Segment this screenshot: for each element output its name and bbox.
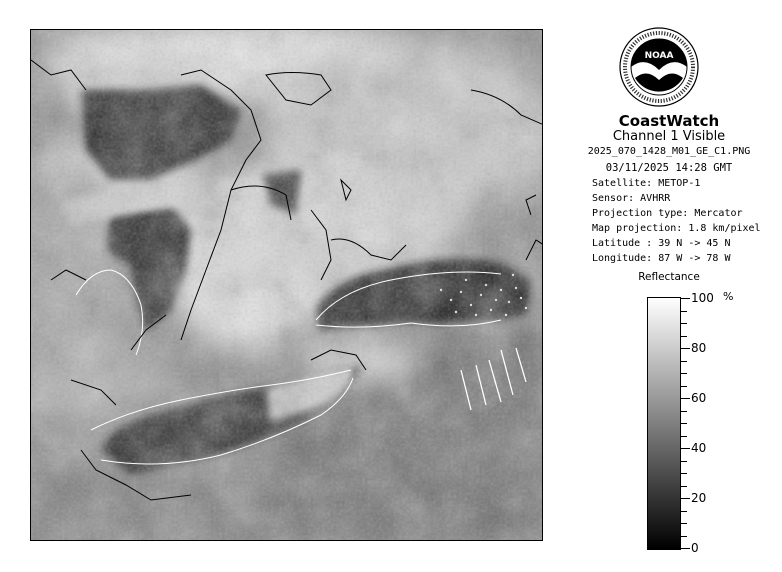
colorbar-tick bbox=[681, 548, 690, 549]
colorbar-tick bbox=[681, 523, 687, 524]
legend-unit: % bbox=[723, 290, 734, 303]
colorbar-tick-label: 20 bbox=[691, 491, 707, 505]
colorbar-tick bbox=[681, 348, 690, 349]
colorbar-tick bbox=[681, 498, 690, 499]
colorbar-tick bbox=[681, 386, 687, 387]
noaa-logo bbox=[618, 26, 700, 108]
colorbar-tick bbox=[681, 536, 687, 537]
colorbar-tick-label: 0 bbox=[691, 541, 699, 555]
colorbar-tick bbox=[681, 398, 690, 399]
colorbar-tick-label: 40 bbox=[691, 441, 707, 455]
colorbar-tick bbox=[681, 473, 687, 474]
file-name: 2025_070_1428_M01_GE_C1.PNG bbox=[587, 146, 751, 157]
colorbar-tick bbox=[681, 323, 687, 324]
channel-label: Channel 1 Visible bbox=[612, 129, 726, 144]
sensor-label: Sensor: AVHRR bbox=[592, 193, 671, 204]
colorbar-tick bbox=[681, 298, 690, 299]
colorbar-tick bbox=[681, 511, 687, 512]
colorbar-tick bbox=[681, 436, 687, 437]
satellite-label: Satellite: METOP-1 bbox=[592, 178, 701, 189]
brand-title: CoastWatch bbox=[618, 112, 720, 130]
projection-label: Projection type: Mercator bbox=[592, 208, 743, 219]
satellite-map[interactable] bbox=[30, 29, 543, 541]
satellite-image bbox=[31, 30, 543, 541]
legend-title: Reflectance bbox=[638, 271, 700, 283]
colorbar-tick bbox=[681, 373, 687, 374]
colorbar-tick-label: 60 bbox=[691, 391, 707, 405]
longitude-label: Longitude: 87 W -> 78 W bbox=[592, 253, 731, 264]
colorbar-tick bbox=[681, 486, 687, 487]
reflectance-colorbar bbox=[647, 297, 681, 550]
colorbar-tick-label: 100 bbox=[691, 291, 714, 305]
colorbar-tick bbox=[681, 336, 687, 337]
colorbar-tick bbox=[681, 361, 687, 362]
colorbar-tick bbox=[681, 423, 687, 424]
date-time: 03/11/2025 14:28 GMT bbox=[605, 162, 733, 174]
colorbar-tick bbox=[681, 461, 687, 462]
resolution-label: Map projection: 1.8 km/pixel bbox=[592, 223, 761, 234]
colorbar-tick bbox=[681, 311, 687, 312]
latitude-label: Latitude : 39 N -> 45 N bbox=[592, 238, 731, 249]
logo-center-text: NOAA bbox=[644, 51, 674, 61]
colorbar-tick bbox=[681, 448, 690, 449]
colorbar-tick bbox=[681, 411, 687, 412]
colorbar-tick-label: 80 bbox=[691, 341, 707, 355]
